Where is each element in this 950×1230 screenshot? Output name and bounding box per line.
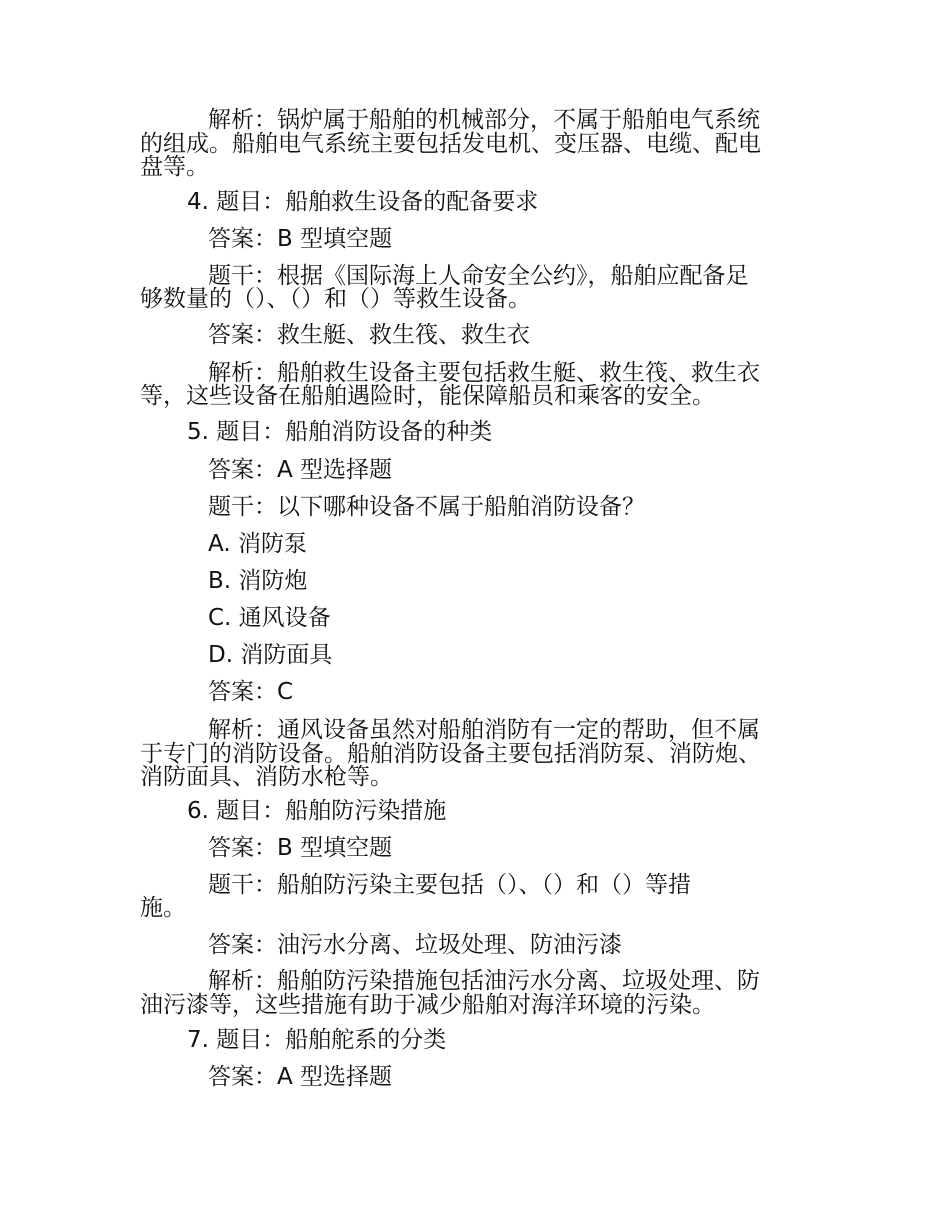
text-line: 油污漆等，这些措施有助于减少船舶对海洋环境的污染。 [140, 992, 715, 1018]
answer-line: 答案：油污水分离、垃圾处理、防油污漆 [208, 932, 622, 958]
text-line: 等，这些设备在船舶遇险时，能保障船员和乘客的安全。 [140, 383, 715, 409]
question-heading: 5. 题目：船舶消防设备的种类 [187, 419, 493, 445]
text-line: 解析：锅炉属于船舶的机械部分，不属于船舶电气系统 [208, 107, 760, 133]
option-c: C. 通风设备 [208, 605, 331, 631]
answer-line: 答案：C [208, 679, 294, 705]
option-b: B. 消防炮 [208, 568, 308, 594]
question-heading: 4. 题目：船舶救生设备的配备要求 [187, 189, 539, 215]
option-d: D. 消防面具 [208, 642, 333, 668]
question-heading: 6. 题目：船舶防污染措施 [187, 798, 447, 824]
analysis-line: 解析：船舶防污染措施包括油污水分离、垃圾处理、防 [208, 968, 760, 994]
analysis-line: 解析：通风设备虽然对船舶消防有一定的帮助，但不属 [208, 717, 760, 743]
analysis-line: 解析：船舶救生设备主要包括救生艇、救生筏、救生衣 [208, 360, 760, 386]
question-heading: 7. 题目：船舶舵系的分类 [187, 1027, 447, 1053]
text-line: 施。 [140, 895, 186, 921]
answer-line: 答案：A 型选择题 [208, 1064, 393, 1090]
stem-line: 题干：根据《国际海上人命安全公约》，船舶应配备足 [208, 263, 749, 289]
answer-line: 答案：B 型填空题 [208, 226, 393, 252]
option-a: A. 消防泵 [208, 531, 307, 557]
text-line: 够数量的（）、（）和（）等救生设备。 [140, 286, 531, 312]
stem-line: 题干：船舶防污染主要包括（）、（）和（）等措 [208, 872, 691, 898]
text-line: 盘等。 [140, 154, 209, 180]
answer-line: 答案：B 型填空题 [208, 835, 393, 861]
text-line: 于专门的消防设备。船舶消防设备主要包括消防泵、消防炮、 [140, 741, 761, 767]
text-line: 的组成。船舶电气系统主要包括发电机、变压器、电缆、配电 [140, 131, 761, 157]
text-line: 消防面具、消防水枪等。 [140, 764, 393, 790]
stem-line: 题干：以下哪种设备不属于船舶消防设备？ [208, 494, 645, 520]
answer-line: 答案：A 型选择题 [208, 457, 393, 483]
answer-line: 答案：救生艇、救生筏、救生衣 [208, 322, 530, 348]
